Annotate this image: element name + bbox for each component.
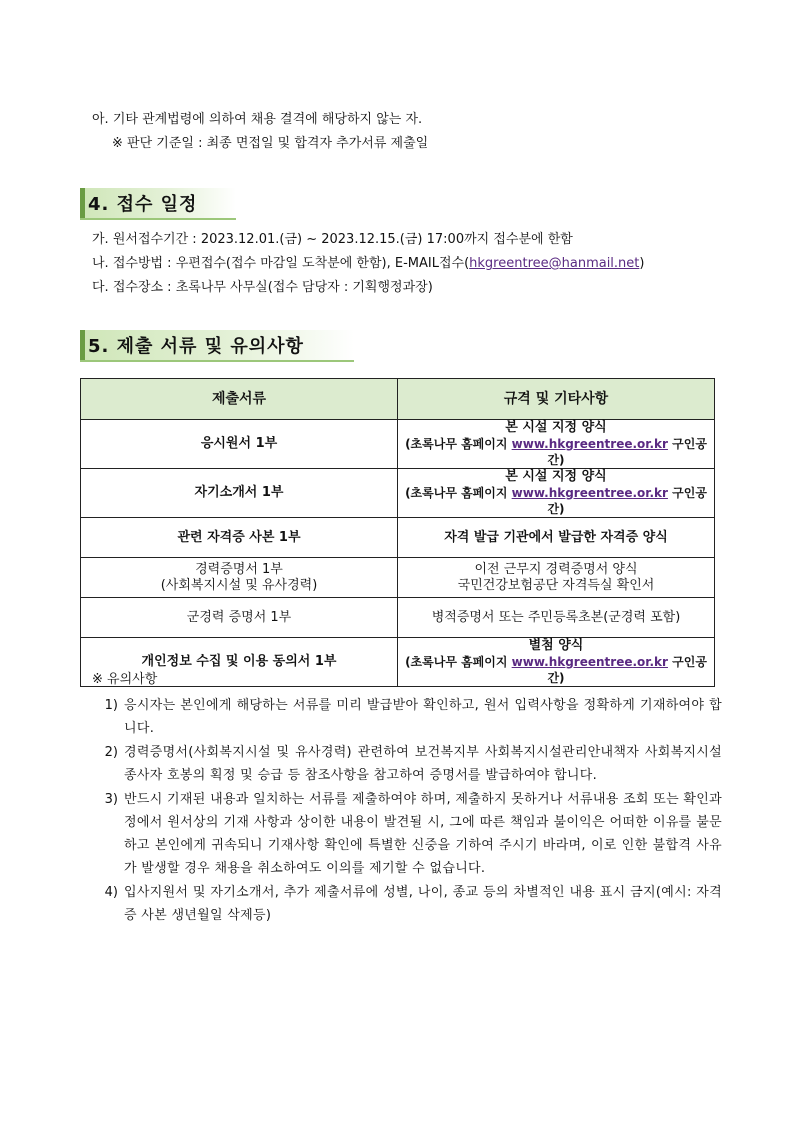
application-period: 가. 원서접수기간 : 2023.12.01.(금) ~ 2023.12.15.(금) 17:00까지 접수분에 한함 xyxy=(92,232,573,247)
note-number: 4) xyxy=(104,885,118,900)
section-4-title: 4. 접수 일정 xyxy=(88,194,198,215)
spec-suffix: 구인공간) xyxy=(547,437,707,467)
spec-line: 본 시설 지정 양식 xyxy=(505,469,607,484)
homepage-link[interactable]: www.hkgreentree.or.kr xyxy=(511,655,668,669)
section-4-heading xyxy=(80,188,236,220)
spec-prefix: (초록나무 홈페이지 xyxy=(405,486,512,500)
spec-suffix: 구인공간) xyxy=(547,486,707,516)
note-item xyxy=(92,694,722,740)
doc-line: 경력증명서 1부 xyxy=(195,561,283,577)
spec-line: 본 시설 지정 양식 xyxy=(505,420,607,435)
table-header-row xyxy=(81,379,715,420)
spec-subline xyxy=(400,485,712,517)
note-number: 2) xyxy=(104,745,118,760)
spec-cell: 자격 발급 기관에서 발급한 자격증 양식 xyxy=(398,518,715,558)
spec-cell xyxy=(398,420,715,469)
note-text: 경력증명서(사회복지시설 및 유사경력) 관련하여 보건복지부 사회복지시설관리안내책자 사회복지시설 종사자 호봉의 획정 및 승급 등 참조사항을 참고하여 증명서를 발급하여야 합니다. xyxy=(124,745,722,783)
note-number: 3) xyxy=(104,792,118,807)
application-method-close: ) xyxy=(639,256,645,271)
note-text: 응시자는 본인에게 해당하는 서류를 미리 발급받아 확인하고, 원서 입력사항을 정확하게 기재하여야 합니다. xyxy=(124,698,722,736)
spec-line: 이전 근무지 경력증명서 양식 xyxy=(474,561,638,577)
application-method xyxy=(92,256,644,272)
spec-subline: 국민건강보험공단 자격득실 확인서 xyxy=(457,577,655,593)
spec-subline xyxy=(400,436,712,468)
application-location: 다. 접수장소 : 초록나무 사무실(접수 담당자 : 기획행정과장) xyxy=(92,280,433,295)
spec-cell: 병적증명서 또는 주민등록초본(군경력 포함) xyxy=(398,598,715,638)
doc-cell: 관련 자격증 사본 1부 xyxy=(81,518,398,558)
note-text: 입사지원서 및 자기소개서, 추가 제출서류에 성별, 나이, 종교 등의 차별적인 내용 표시 금지(예시: 자격증 사본 생년월일 삭제등) xyxy=(124,885,722,923)
notes-title: ※ 유의사항 xyxy=(92,672,158,687)
documents-table xyxy=(80,378,715,687)
note-number: 1) xyxy=(104,698,118,713)
homepage-link[interactable]: www.hkgreentree.or.kr xyxy=(511,437,668,451)
note-item xyxy=(92,881,722,927)
section-5-title: 5. 제출 서류 및 유의사항 xyxy=(88,336,304,357)
spec-line: 별첨 양식 xyxy=(528,638,584,653)
qualification-item-a: 아. 기타 관계법령에 의하여 채용 결격에 해당하지 않는 자. xyxy=(92,112,423,127)
spec-cell xyxy=(398,469,715,518)
email-link[interactable]: hkgreentree@hanmail.net xyxy=(469,256,640,271)
application-method-text: 나. 접수방법 : 우편접수(접수 마감일 도착분에 한함), E-MAIL접수( xyxy=(92,256,470,271)
spec-prefix: (초록나무 홈페이지 xyxy=(405,437,512,451)
doc-cell: 군경력 증명서 1부 xyxy=(81,598,398,638)
table-row xyxy=(81,598,715,638)
note-item xyxy=(92,788,722,880)
section-accent-bar xyxy=(80,330,85,360)
doc-cell xyxy=(81,558,398,598)
spec-suffix: 구인공간) xyxy=(547,655,707,685)
doc-cell: 자기소개서 1부 xyxy=(81,469,398,518)
table-row xyxy=(81,558,715,598)
note-text: 반드시 기재된 내용과 일치하는 서류를 제출하여야 하며, 제출하지 못하거나 서류내용 조회 또는 확인과정에서 원서상의 기재 사항과 상이한 내용이 발견될 시, 그에 따른 책임과 불이익은 어떠한 이유를 불문하고 본인에게 귀속되니 기재사항 확인에 특별한 신중을 기하여 주시기 바라며, 이로 인한 불합격 사유가 발생할 경우 채용을 취소하여도 이의를 제기할 수 없습니다. xyxy=(124,792,722,876)
header-documents: 제출서류 xyxy=(81,379,398,420)
header-specifications: 규격 및 기타사항 xyxy=(398,379,715,420)
notes-section xyxy=(92,670,722,928)
spec-prefix: (초록나무 홈페이지 xyxy=(405,655,512,669)
section-5-heading xyxy=(80,330,354,362)
doc-cell: 개인정보 수집 및 이용 동의서 1부 xyxy=(81,638,398,687)
spec-cell xyxy=(398,558,715,598)
doc-subline: (사회복지시설 및 유사경력) xyxy=(160,577,318,593)
note-item xyxy=(92,741,722,787)
section-accent-bar xyxy=(80,188,85,218)
criteria-date-note: ※ 판단 기준일 : 최종 면접일 및 합격자 추가서류 제출일 xyxy=(112,136,429,151)
table-row xyxy=(81,518,715,558)
table-row xyxy=(81,420,715,469)
doc-cell: 응시원서 1부 xyxy=(81,420,398,469)
table-row xyxy=(81,469,715,518)
homepage-link[interactable]: www.hkgreentree.or.kr xyxy=(511,486,668,500)
